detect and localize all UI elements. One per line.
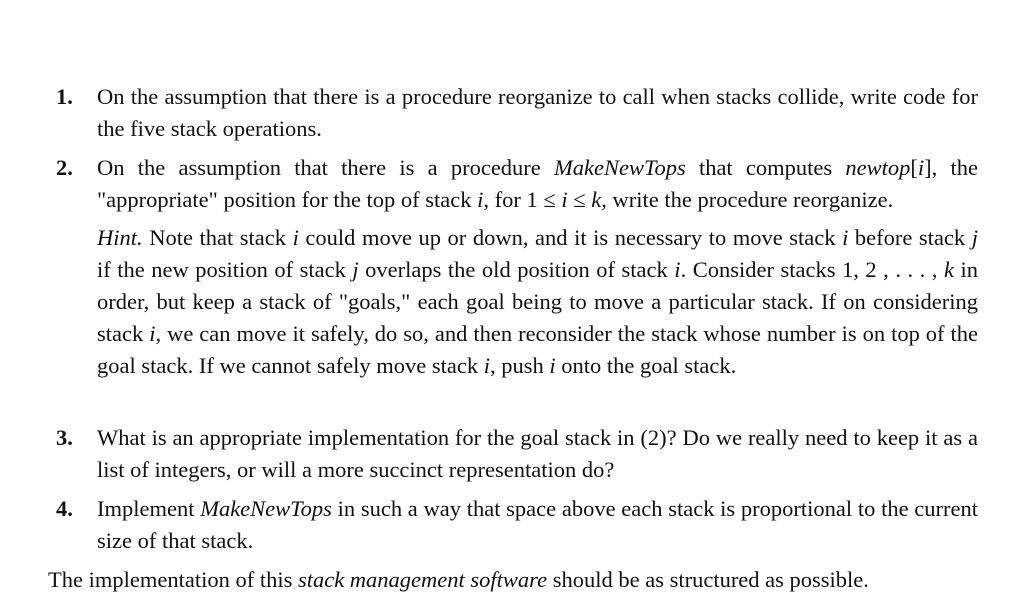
exercise-4 [56,493,978,557]
hint-paragraph: Hint. Note that stack i could move up or down, and it is necessary to move stack i before stack j if the new position of stack j overlaps the old position of stack i. Consider stacks 1, 2 , . . . , k in order, but keep a stack of "goals," each goal being to move a particular stack. If on considering stack i, we can move it safely, do so, and then reconsider the stack whose number is on top of the goal stack. If we cannot safely move stack i, push i onto the goal stack. [97,225,979,378]
exercise-number: 1. [56,84,73,109]
exercise-number: 4. [56,496,73,521]
exercise-number: 2. [56,155,73,180]
exercise-text: On the assumption that there is a procedure MakeNewTops that computes newtop[i], the "appropriate" position for the top of stack i, for 1 ≤ i ≤ k, write the procedure reorganize. [97,155,978,212]
closing-sentence: The implementation of this stack management software should be as structured as possible. [48,567,869,592]
exercise-2 [56,152,978,382]
exercise-1 [56,81,978,145]
exercise-text: On the assumption that there is a procedure reorganize to call when stacks collide, write code for the five stack operations. [97,84,978,141]
exercise-3 [56,422,978,486]
exercise-text: Implement MakeNewTops in such a way that space above each stack is proportional to the current size of that stack. [97,496,978,553]
exercise-text: What is an appropriate implementation for the goal stack in (2)? Do we really need to keep it as a list of integers, or will a more succinct representation do? [97,425,978,482]
exercise-number: 3. [56,425,73,450]
